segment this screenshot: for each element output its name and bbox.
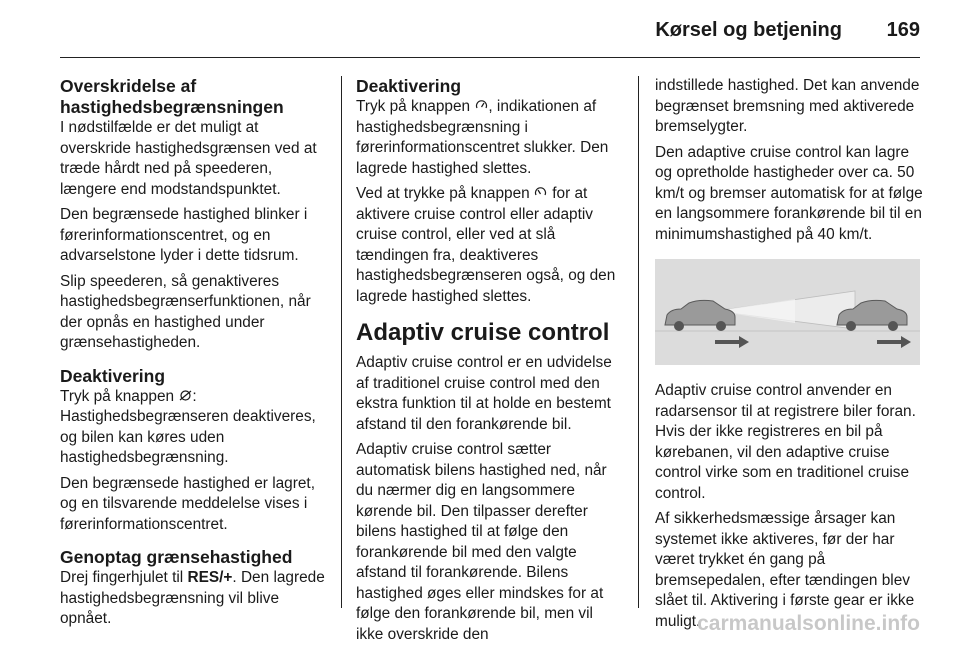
adaptive-cruise-illustration (655, 259, 920, 365)
watermark: carmanualsonline.info (697, 612, 920, 635)
text-run: : Hastighedsbegrænseren deaktiveres, og bilen kan køres uden hastighedsbegrænsning. (60, 387, 316, 466)
column-divider (341, 76, 342, 608)
paragraph (60, 387, 328, 469)
text-run: . Den lagrede hastighedsbegrænsning vil blive opnået. (60, 569, 325, 627)
paragraph (356, 184, 624, 307)
paragraph: Adaptiv cruise control sætter automatisk bilens hastighed ned, når du nærmer dig en langsommere kørende bil. Den tilpasser derefter bilens hastighed til at følge den forankørende bil med den valgte afstand til forankørende. Bilens hastighed øges eller mindskes for at følge den forankørende bil, men vil ikke overskride den (356, 441, 607, 643)
column-left (60, 76, 328, 635)
paragraph: I nødstilfælde er det muligt at overskride hastighedsgrænsen ved at træde hårdt ned på speederen, længere end modstandspunktet. (60, 119, 317, 198)
page-number: 169 (886, 19, 920, 41)
paragraph: Af sikkerhedsmæssige årsager kan systemet ikke aktiveres, før der har været trykket én gang på bremsepedalen, efter tændingen blev slået til. Aktivering i første gear er ikke muligt. (655, 510, 915, 630)
paragraph: Den adaptive cruise control kan lagre og opretholde hastigheder over ca. 50 km/t og bremser automatisk for at følge en langsommere forankørende bil til en minimumshastighed på 40 km/t. (655, 143, 923, 243)
paragraph: Den begrænsede hastighed blinker i førerinformationscentret, og en advarselstone lyder i dette tidsrum. (60, 206, 308, 264)
text-run: Tryk på knappen (60, 387, 179, 405)
heading-adaptiv-cruise-control: Adaptiv cruise control (356, 319, 610, 346)
header-divider (60, 57, 920, 58)
limiter-off-icon (178, 387, 192, 408)
cars-radar-graphic (655, 259, 920, 365)
paragraph: Den begrænsede hastighed er lagret, og en tilsvarende meddelelse vises i førerinformationscentret. (60, 474, 315, 533)
column-right (655, 76, 923, 637)
heading-deaktivering: Deaktivering (60, 365, 166, 386)
text-run: Ved at trykke på knappen (356, 185, 534, 202)
paragraph (60, 568, 328, 630)
text-run: , indikationen af hastighedsbegrænsning i førerinformationscentret slukker. Den lagrede hastighed slettes. (356, 98, 609, 177)
page-header (0, 0, 960, 58)
section-title: Kørsel og betjening (655, 19, 842, 41)
paragraph: Adaptiv cruise control er en udvidelse af traditionel cruise control med den ekstra funktion til at holde en bestemt afstand til den forankørende bil. (356, 354, 612, 433)
paragraph (356, 97, 624, 179)
heading-overskridelse: Overskridelse af hastighedsbegrænsningen (60, 76, 284, 117)
text-run: Drej fingerhjulet til (60, 569, 188, 586)
text-run: Tryk på knappen (356, 98, 475, 115)
control-label: RES/+ (187, 569, 233, 586)
paragraph: Adaptiv cruise control anvender en radarsensor til at registrere biler foran. Hvis der ikke registreres en bil på kørebanen, vil den adaptive cruise control virke som en traditionel cruise control. (655, 382, 916, 502)
cruise-control-icon (534, 184, 548, 205)
column-divider (638, 76, 639, 608)
heading-genoptag: Genoptag grænsehastighed (60, 547, 293, 567)
paragraph: indstillede hastighed. Det kan anvende begrænset bremsning med aktiverede bremselygter. (655, 77, 920, 135)
heading-deaktivering: Deaktivering (356, 76, 462, 96)
paragraph: Slip speederen, så genaktiveres hastighedsbegrænserfunktionen, når der opnås en hastighed under grænsehastigheden. (60, 272, 311, 351)
limiter-icon (474, 97, 488, 118)
text-run: for at aktivere cruise control eller adaptiv cruise control, eller ved at slå tændingen fra, deaktiveres hastighedsbegrænseren også, og den lagrede hastighed slettes. (356, 185, 616, 305)
column-middle (356, 76, 624, 650)
